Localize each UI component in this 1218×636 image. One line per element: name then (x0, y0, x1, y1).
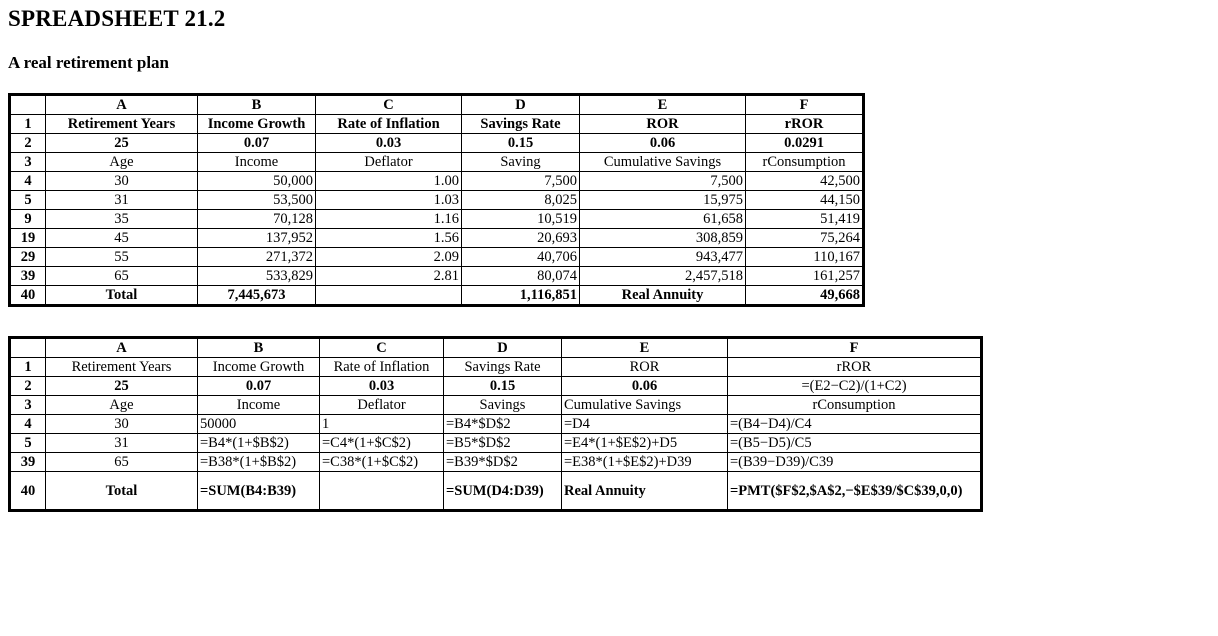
cell[interactable]: 2.81 (316, 267, 462, 286)
cell[interactable] (316, 286, 462, 306)
cell[interactable]: 1 (320, 415, 444, 434)
cell[interactable]: 0.07 (198, 134, 316, 153)
cell[interactable]: =(B4−D4)/C4 (728, 415, 982, 434)
cell[interactable]: Deflator (320, 396, 444, 415)
row-number: 1 (10, 358, 46, 377)
col-header-c[interactable]: C (316, 95, 462, 115)
cell[interactable]: Retirement Years (46, 115, 198, 134)
cell[interactable]: =C4*(1+$C$2) (320, 434, 444, 453)
cell[interactable]: 0.07 (198, 377, 320, 396)
formulas-table (8, 336, 983, 512)
cell[interactable]: Age (46, 396, 198, 415)
cell[interactable]: 42,500 (746, 172, 864, 191)
cell[interactable]: 0.15 (462, 134, 580, 153)
cell[interactable]: 35 (46, 210, 198, 229)
cell[interactable]: =B4*$D$2 (444, 415, 562, 434)
col-header-b[interactable]: B (198, 95, 316, 115)
row-number[interactable]: 9 (10, 210, 46, 229)
cell[interactable]: Income (198, 396, 320, 415)
cell[interactable]: 10,519 (462, 210, 580, 229)
row-number: 1 (10, 115, 46, 134)
row-number: 3 (10, 153, 46, 172)
page-title: SPREADSHEET 21.2 (8, 6, 226, 31)
row-number[interactable]: 40 (10, 472, 46, 511)
table-row (10, 172, 864, 191)
cell[interactable]: Age (46, 153, 198, 172)
cell[interactable]: 2.09 (316, 248, 462, 267)
cell[interactable]: Cumulative Savings (580, 153, 746, 172)
cell[interactable]: =B39*$D$2 (444, 453, 562, 472)
cell[interactable]: 75,264 (746, 229, 864, 248)
cell[interactable]: 50,000 (198, 172, 316, 191)
col-header-f[interactable]: F (746, 95, 864, 115)
cell[interactable]: =E4*(1+$E$2)+D5 (562, 434, 728, 453)
cell[interactable]: Cumulative Savings (562, 396, 728, 415)
table-row (10, 267, 864, 286)
cell[interactable]: Total (46, 286, 198, 306)
total-row (10, 286, 864, 306)
cell[interactable]: rConsumption (728, 396, 982, 415)
table-row (10, 434, 982, 453)
cell[interactable]: 65 (46, 267, 198, 286)
cell[interactable]: 1.16 (316, 210, 462, 229)
page-subtitle: A real retirement plan (8, 53, 170, 72)
cell[interactable]: 49,668 (746, 286, 864, 306)
cell[interactable]: 45 (46, 229, 198, 248)
cell[interactable]: 1.56 (316, 229, 462, 248)
column-header-row (10, 338, 982, 358)
table-row (10, 229, 864, 248)
total-row (10, 472, 982, 511)
cell[interactable]: 0.06 (580, 134, 746, 153)
row-number[interactable]: 40 (10, 286, 46, 306)
cell[interactable]: 40,706 (462, 248, 580, 267)
table-row (10, 115, 864, 134)
cell[interactable]: 53,500 (198, 191, 316, 210)
cell[interactable]: 31 (46, 191, 198, 210)
cell[interactable]: 55 (46, 248, 198, 267)
cell[interactable]: 65 (46, 453, 198, 472)
cell[interactable]: =SUM(D4:D39) (444, 472, 562, 511)
row-number: 2 (10, 134, 46, 153)
table-row (10, 134, 864, 153)
row-number: 3 (10, 396, 46, 415)
cell[interactable]: Real Annuity (580, 286, 746, 306)
cell[interactable]: 0.03 (320, 377, 444, 396)
cell[interactable]: 15,975 (580, 191, 746, 210)
cell[interactable]: 70,128 (198, 210, 316, 229)
cell[interactable]: 61,658 (580, 210, 746, 229)
values-table (8, 93, 865, 307)
table-row (10, 453, 982, 472)
cell[interactable]: 0.03 (316, 134, 462, 153)
row-number: 2 (10, 377, 46, 396)
corner-cell[interactable] (10, 95, 46, 115)
table-row (10, 153, 864, 172)
row-number[interactable]: 29 (10, 248, 46, 267)
table-row (10, 396, 982, 415)
cell[interactable]: 0.15 (444, 377, 562, 396)
cell[interactable]: Deflator (316, 153, 462, 172)
cell[interactable]: 51,419 (746, 210, 864, 229)
table-row (10, 191, 864, 210)
col-header-d[interactable]: D (462, 95, 580, 115)
table-row (10, 248, 864, 267)
cell[interactable]: Savings (444, 396, 562, 415)
table-row (10, 377, 982, 396)
cell[interactable]: 943,477 (580, 248, 746, 267)
cell[interactable]: 25 (46, 134, 198, 153)
cell[interactable]: 25 (46, 377, 198, 396)
cell[interactable]: Retirement Years (46, 358, 198, 377)
cell[interactable]: 31 (46, 434, 198, 453)
row-number[interactable]: 4 (10, 415, 46, 434)
cell[interactable]: =B5*$D$2 (444, 434, 562, 453)
cell[interactable]: Rate of Inflation (320, 358, 444, 377)
cell[interactable]: Income Growth (198, 358, 320, 377)
cell[interactable]: =C38*(1+$C$2) (320, 453, 444, 472)
cell[interactable]: 8,025 (462, 191, 580, 210)
table-row (10, 358, 982, 377)
cell[interactable]: 7,500 (580, 172, 746, 191)
cell[interactable]: 271,372 (198, 248, 316, 267)
col-header-e[interactable]: E (580, 95, 746, 115)
cell[interactable]: 308,859 (580, 229, 746, 248)
table-row (10, 210, 864, 229)
row-number[interactable]: 4 (10, 172, 46, 191)
cell[interactable]: 110,167 (746, 248, 864, 267)
cell[interactable]: rROR (746, 115, 864, 134)
col-header-a[interactable]: A (46, 338, 198, 358)
row-number[interactable]: 19 (10, 229, 46, 248)
cell[interactable]: 2,457,518 (580, 267, 746, 286)
cell[interactable]: ROR (562, 358, 728, 377)
cell[interactable]: =B4*(1+$B$2) (198, 434, 320, 453)
cell[interactable]: 1.00 (316, 172, 462, 191)
cell[interactable]: Income Growth (198, 115, 316, 134)
cell[interactable]: =(B5−D5)/C5 (728, 434, 982, 453)
col-header-c[interactable]: C (320, 338, 444, 358)
col-header-e[interactable]: E (562, 338, 728, 358)
corner-cell[interactable] (10, 338, 46, 358)
cell[interactable]: 20,693 (462, 229, 580, 248)
row-number[interactable]: 5 (10, 191, 46, 210)
cell[interactable]: =SUM(B4:B39) (198, 472, 320, 511)
cell[interactable]: 7,500 (462, 172, 580, 191)
row-number[interactable]: 5 (10, 434, 46, 453)
column-header-row (10, 95, 864, 115)
cell[interactable]: Saving (462, 153, 580, 172)
col-header-b[interactable]: B (198, 338, 320, 358)
cell[interactable]: Rate of Inflation (316, 115, 462, 134)
cell[interactable]: 44,150 (746, 191, 864, 210)
row-number[interactable]: 39 (10, 267, 46, 286)
cell[interactable] (320, 472, 444, 511)
cell[interactable]: 137,952 (198, 229, 316, 248)
cell[interactable]: =D4 (562, 415, 728, 434)
cell[interactable]: rROR (728, 358, 982, 377)
cell[interactable]: 1.03 (316, 191, 462, 210)
cell[interactable]: =(B39−D39)/C39 (728, 453, 982, 472)
cell[interactable]: 533,829 (198, 267, 316, 286)
cell[interactable]: Income (198, 153, 316, 172)
cell[interactable]: 0.0291 (746, 134, 864, 153)
cell[interactable]: ROR (580, 115, 746, 134)
cell[interactable]: rConsumption (746, 153, 864, 172)
col-header-d[interactable]: D (444, 338, 562, 358)
row-number[interactable]: 39 (10, 453, 46, 472)
table-row (10, 415, 982, 434)
cell[interactable]: 80,074 (462, 267, 580, 286)
cell[interactable]: 0.06 (562, 377, 728, 396)
col-header-a[interactable]: A (46, 95, 198, 115)
cell[interactable]: 161,257 (746, 267, 864, 286)
cell[interactable]: 30 (46, 172, 198, 191)
cell[interactable]: =E38*(1+$E$2)+D39 (562, 453, 728, 472)
cell[interactable]: Total (46, 472, 198, 511)
cell[interactable]: 50000 (198, 415, 320, 434)
cell[interactable]: =B38*(1+$B$2) (198, 453, 320, 472)
cell[interactable]: Savings Rate (444, 358, 562, 377)
cell[interactable]: 1,116,851 (462, 286, 580, 306)
cell[interactable]: Savings Rate (462, 115, 580, 134)
cell[interactable]: 7,445,673 (198, 286, 316, 306)
cell[interactable]: =(E2−C2)/(1+C2) (728, 377, 982, 396)
cell[interactable]: 30 (46, 415, 198, 434)
cell[interactable]: =PMT($F$2,$A$2,−$E$39/$C$39,0,0) (728, 472, 982, 511)
col-header-f[interactable]: F (728, 338, 982, 358)
cell[interactable]: Real Annuity (562, 472, 728, 511)
